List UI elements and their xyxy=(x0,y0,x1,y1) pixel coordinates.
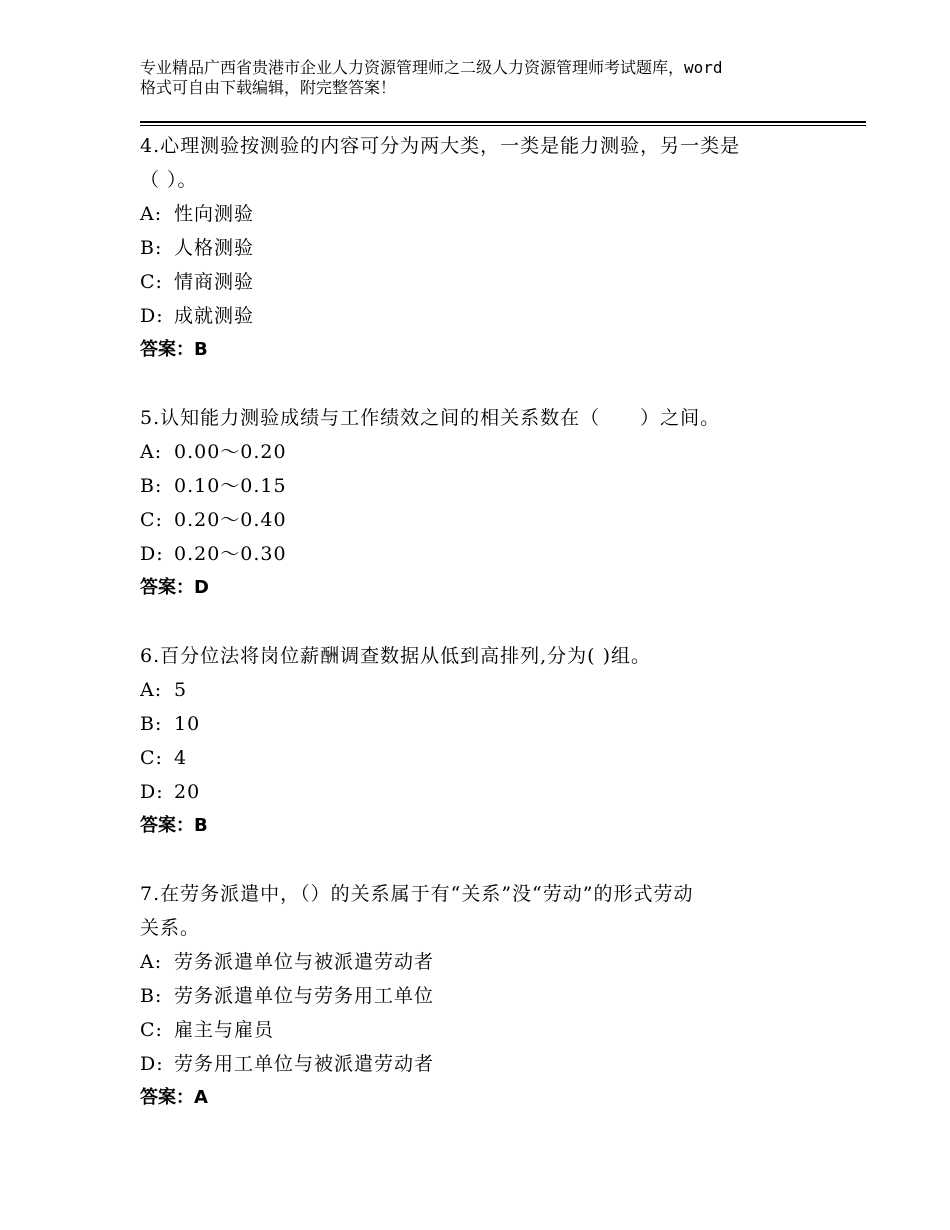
question-list xyxy=(140,129,840,1149)
question-item xyxy=(140,877,840,1115)
option-letter: A: xyxy=(140,203,163,225)
option-letter: D: xyxy=(140,781,164,803)
option-letter: D: xyxy=(140,543,164,565)
header-line-1: 专业精品广西省贵港市企业人力资源管理师之二级人力资源管理师考试题库，word xyxy=(140,58,723,77)
answer-option xyxy=(140,299,840,333)
option-letter: D: xyxy=(140,305,164,327)
question-stem xyxy=(140,129,840,197)
option-text: 劳务派遣单位与劳务用工单位 xyxy=(174,985,435,1007)
answer-option xyxy=(140,741,840,775)
answer-option xyxy=(140,945,840,979)
answer-option xyxy=(140,197,840,231)
option-letter: C: xyxy=(140,747,163,769)
question-stem-line: 4.心理测验按测验的内容可分为两大类，一类是能力测验，另一类是 xyxy=(140,135,741,157)
option-text: 雇主与雇员 xyxy=(174,1019,275,1041)
correct-answer: 答案：B xyxy=(140,815,208,836)
header-line-2: 格式可自由下载编辑，附完整答案！ xyxy=(140,78,397,97)
answer-option xyxy=(140,503,840,537)
question-stem-line: 5.认知能力测验成绩与工作绩效之间的相关系数在（ ）之间。 xyxy=(140,407,721,429)
correct-answer: 答案：D xyxy=(140,577,209,598)
document-header xyxy=(140,58,860,98)
option-text: 0.10～0.15 xyxy=(174,475,287,497)
option-text: 20 xyxy=(174,781,201,803)
question-stem xyxy=(140,877,840,945)
answer-option xyxy=(140,435,840,469)
header-divider-thin xyxy=(140,125,866,126)
answer-option xyxy=(140,469,840,503)
option-text: 劳务派遣单位与被派遣劳动者 xyxy=(174,951,435,973)
answer-option xyxy=(140,775,840,809)
question-stem-line: 6.百分位法将岗位薪酬调查数据从低到高排列,分为( )组。 xyxy=(140,645,652,667)
option-letter: A: xyxy=(140,951,163,973)
option-text: 成就测验 xyxy=(174,305,255,327)
question-item xyxy=(140,639,840,843)
correct-answer: 答案：B xyxy=(140,339,208,360)
question-stem-line: （ ）。 xyxy=(140,169,198,191)
option-letter: D: xyxy=(140,1053,164,1075)
option-letter: A: xyxy=(140,441,163,463)
question-stem xyxy=(140,639,840,673)
answer-option xyxy=(140,1013,840,1047)
option-letter: B: xyxy=(140,713,163,735)
answer-option xyxy=(140,707,840,741)
option-letter: C: xyxy=(140,1019,163,1041)
answer-option xyxy=(140,1047,840,1081)
question-item xyxy=(140,129,840,367)
option-text: 0.20～0.40 xyxy=(174,509,287,531)
option-text: 10 xyxy=(174,713,201,735)
option-text: 0.00～0.20 xyxy=(174,441,287,463)
answer-option xyxy=(140,265,840,299)
header-divider-thick xyxy=(140,121,866,123)
answer-option xyxy=(140,537,840,571)
option-text: 0.20～0.30 xyxy=(174,543,287,565)
option-letter: A: xyxy=(140,679,163,701)
option-letter: B: xyxy=(140,237,163,259)
option-text: 劳务用工单位与被派遣劳动者 xyxy=(174,1053,435,1075)
option-letter: C: xyxy=(140,271,163,293)
answer-option xyxy=(140,231,840,265)
option-text: 性向测验 xyxy=(174,203,255,225)
answer-option xyxy=(140,979,840,1013)
question-stem-line: 7.在劳务派遣中，（）的关系属于有“关系”没“劳动”的形式劳动 xyxy=(140,883,694,905)
option-text: 情商测验 xyxy=(174,271,255,293)
answer-option xyxy=(140,673,840,707)
option-text: 4 xyxy=(174,747,188,769)
option-text: 人格测验 xyxy=(174,237,255,259)
option-text: 5 xyxy=(174,679,188,701)
option-letter: B: xyxy=(140,985,163,1007)
question-stem xyxy=(140,401,840,435)
correct-answer: 答案：A xyxy=(140,1087,208,1108)
question-stem-line: 关系。 xyxy=(140,917,201,939)
option-letter: B: xyxy=(140,475,163,497)
option-letter: C: xyxy=(140,509,163,531)
question-item xyxy=(140,401,840,605)
